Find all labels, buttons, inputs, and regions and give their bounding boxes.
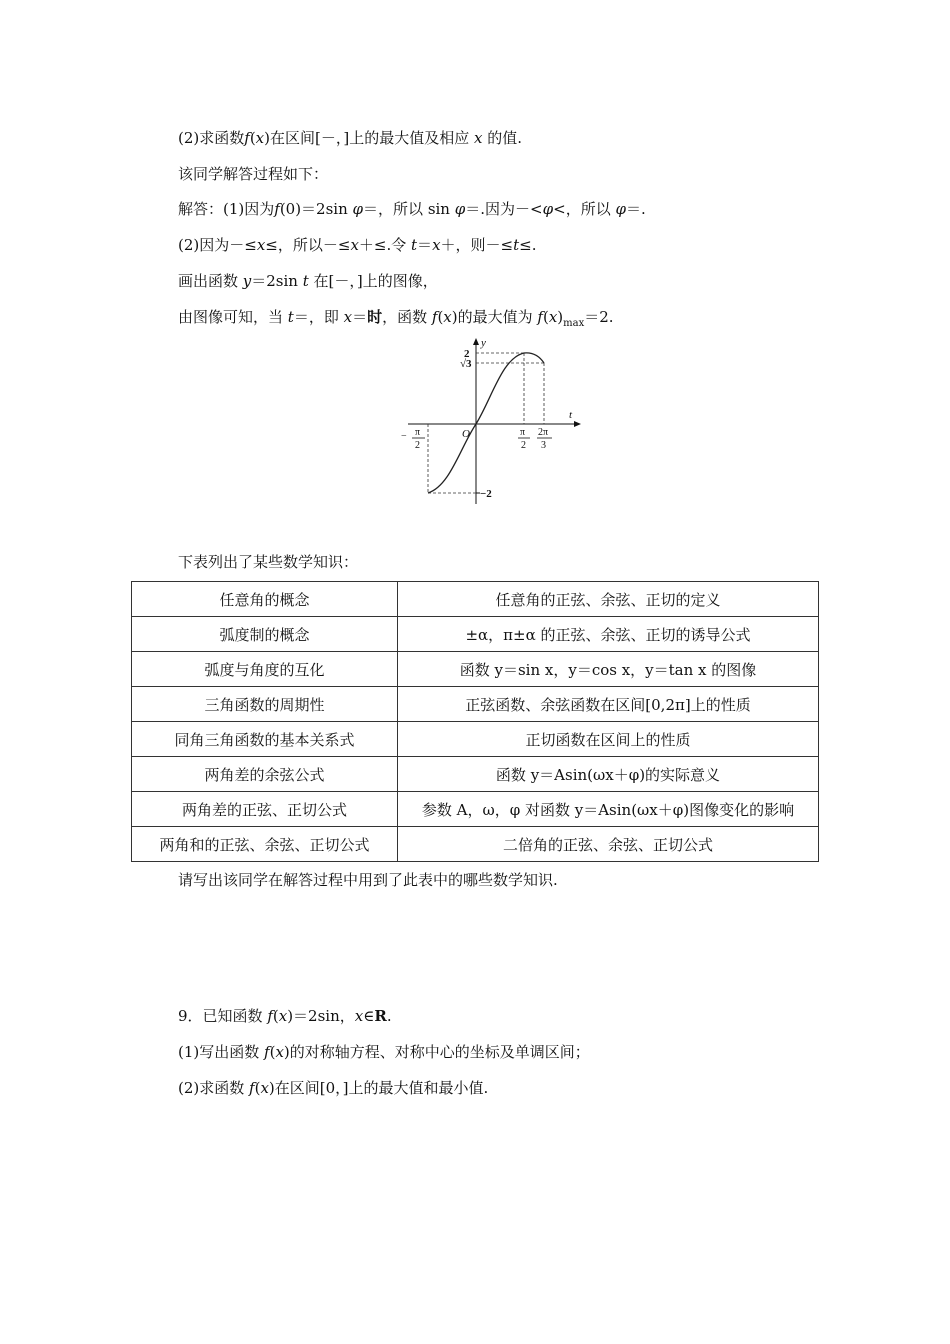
table-row <box>132 617 819 652</box>
table-row <box>132 582 819 617</box>
table-cell: 任意角的概念 <box>132 582 398 617</box>
table-row <box>132 652 819 687</box>
table-cell: 弧度与角度的互化 <box>132 652 398 687</box>
tick-neg-sign: − <box>401 431 407 442</box>
tick-two-pi-third-den: 3 <box>541 440 546 451</box>
table-cell: 弧度制的概念 <box>132 617 398 652</box>
table-cell: 三角函数的周期性 <box>132 687 398 722</box>
t-axis-label: t <box>569 409 573 421</box>
sine-graph <box>398 336 588 508</box>
tick-neg-pi-half-den: 2 <box>415 440 420 451</box>
solution-conclusion: 由图像可知，当 t＝，即 x＝时，函数 f(x)的最大值为 $f(x)_{max}=2$. <box>178 308 614 329</box>
table-intro: 下表列出了某些数学知识： <box>178 553 359 571</box>
table-cell: 同角三角函数的基本关系式 <box>132 722 398 757</box>
table-row <box>132 827 819 862</box>
y-axis-label: y <box>481 337 486 349</box>
table-cell: 两角差的余弦公式 <box>132 757 398 792</box>
y-axis-arrow <box>473 338 479 345</box>
table-row <box>132 757 819 792</box>
table-cell: ±α，π±α 的正弦、余弦、正切的诱导公式 <box>398 617 819 652</box>
tick-neg-pi-half-num: π <box>415 427 421 438</box>
table-cell: 参数 A，ω，φ 对函数 y＝Asin(ωx＋φ)图像变化的影响 <box>398 792 819 827</box>
t-axis-arrow <box>574 421 581 427</box>
solution-part-2: (2)因为－≤x≤，所以－≤x＋≤.令 t＝x＋，则－≤t≤. <box>178 236 537 254</box>
tick-neg2: −2 <box>480 488 492 500</box>
tick-pi-half-den: 2 <box>521 440 526 451</box>
tick-sqrt3: √3 <box>460 358 472 370</box>
question-9: 9．已知函数 f(x)＝2sin，x∈R. <box>178 1007 392 1025</box>
question-8-part-2: (2)求函数f(x)在区间[－，]上的最大值及相应 x 的值. <box>178 129 523 147</box>
table-row <box>132 687 819 722</box>
table-question: 请写出该同学在解答过程中用到了此表中的哪些数学知识. <box>178 871 558 889</box>
table-cell: 正弦函数、余弦函数在区间[0,2π]上的性质 <box>398 687 819 722</box>
tick-2: 2 <box>464 348 470 360</box>
solution-intro: 该同学解答过程如下： <box>178 165 329 183</box>
tick-two-pi-third-num: 2π <box>538 427 549 438</box>
table-cell: 函数 y＝sin x，y＝cos x，y＝tan x 的图像 <box>398 652 819 687</box>
table-cell: 两角差的正弦、正切公式 <box>132 792 398 827</box>
question-9-part-1: (1)写出函数 f(x)的对称轴方程、对称中心的坐标及单调区间； <box>178 1043 590 1061</box>
table-cell: 任意角的正弦、余弦、正切的定义 <box>398 582 819 617</box>
table-cell: 正切函数在区间上的性质 <box>398 722 819 757</box>
table-cell: 二倍角的正弦、余弦、正切公式 <box>398 827 819 862</box>
table-row <box>132 792 819 827</box>
tick-pi-half-num: π <box>520 427 526 438</box>
question-9-part-2: (2)求函数 f(x)在区间[0，]上的最大值和最小值. <box>178 1079 489 1097</box>
table-row <box>132 722 819 757</box>
sine-curve <box>428 353 544 493</box>
knowledge-table <box>131 581 819 862</box>
solution-part-1: 解答：(1)因为f(0)＝2sin φ＝，所以 sin φ＝.因为－<φ<，所以 φ＝. <box>178 200 646 218</box>
table-cell: 两角和的正弦、余弦、正切公式 <box>132 827 398 862</box>
origin-label: O <box>462 428 470 440</box>
table-cell: 函数 y＝Asin(ωx＋φ)的实际意义 <box>398 757 819 792</box>
solution-draw-graph: 画出函数 y＝2sin t 在[－，]上的图像， <box>178 272 438 290</box>
